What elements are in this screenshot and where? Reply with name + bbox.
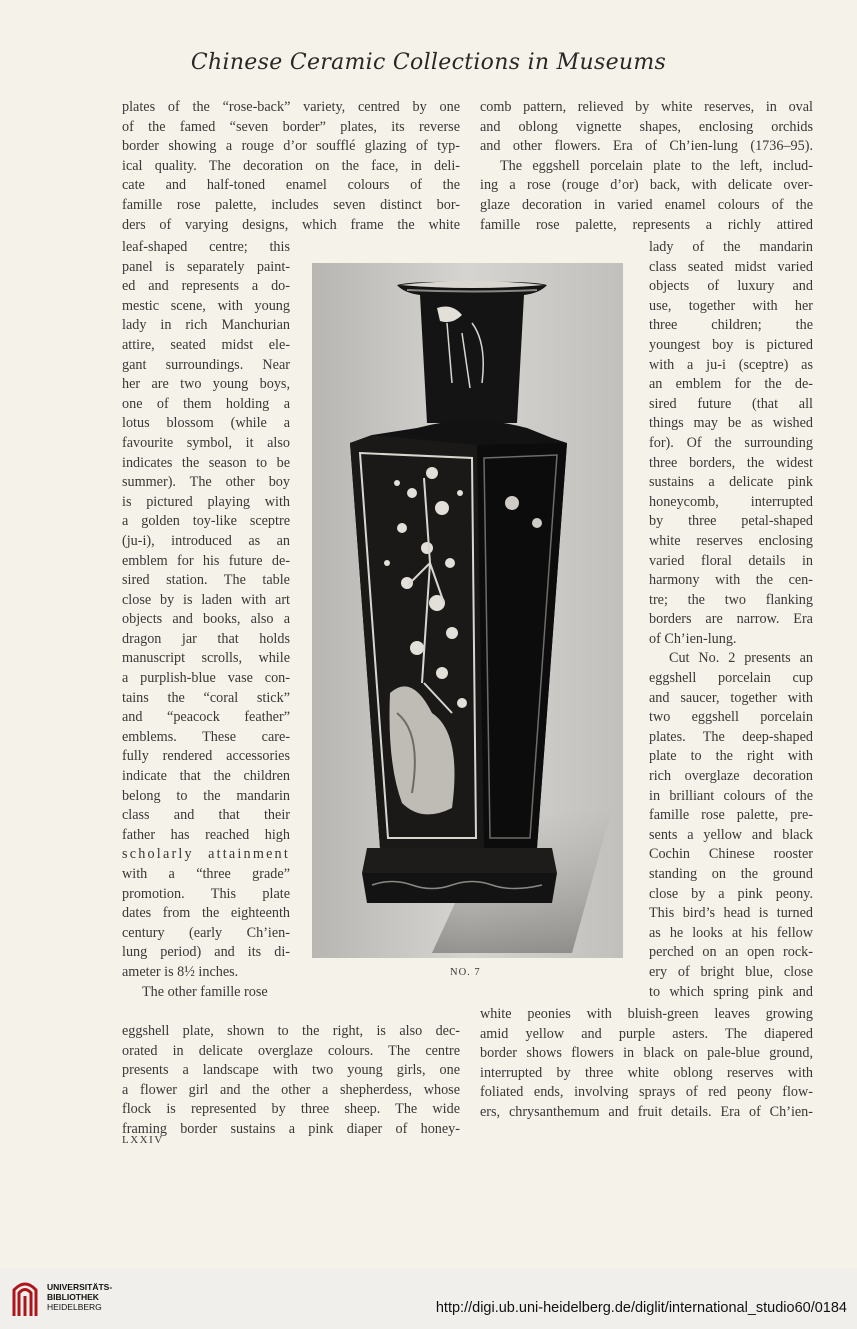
text-line: with a “three grade” [122, 866, 290, 882]
figure-caption: NO. 7 [450, 967, 481, 978]
text-line: century (early Ch’ien- [122, 924, 290, 941]
text-line: lung period) and its di- [122, 944, 290, 961]
text-line: a flower girl and the other a shepherdess, whose [122, 1081, 460, 1098]
text-line: eggshell plate, shown to the right, is also dec- [122, 1023, 460, 1039]
text-line: fully rendered accessories [122, 748, 290, 765]
text-line: dates from the eighteenth [122, 905, 290, 922]
text-line: of Ch’ien-lung. [649, 630, 737, 647]
text-line: favourite symbol, it also [122, 434, 290, 451]
text-line: as he looks at his fellow [649, 924, 813, 941]
text-line: plate to the right with [649, 748, 813, 765]
text-line: indicates the season to be [122, 454, 290, 471]
text-line: three children; the [649, 317, 813, 334]
text-line: sired station. The table [122, 572, 290, 589]
text-line: belong to the mandarin [122, 787, 290, 804]
library-line: BIBLIOTHEK [47, 1292, 99, 1302]
text-line: a golden toy-like sceptre [122, 513, 290, 530]
footer-bar [0, 1268, 857, 1329]
left-column-narrow [122, 238, 290, 1002]
text-line: plates of the “rose-back” variety, centred by one [122, 99, 460, 115]
text-line: for). Of the surrounding [649, 434, 813, 451]
library-logo-icon [10, 1276, 40, 1320]
text-line: This bird’s head is turned [649, 905, 813, 922]
text-line: things may be as wished [649, 415, 813, 432]
text-line: use, together with her [649, 297, 813, 314]
text-line: Cut No. 2 presents an [669, 650, 813, 667]
text-line: eggshell porcelain cup [649, 670, 813, 687]
text-line: ery of bright blue, close [649, 963, 813, 980]
text-line: presents a landscape with two young girls, one [122, 1062, 460, 1079]
text-line: interrupted by three white oblong reserves with [480, 1064, 813, 1081]
text-line: class seated midst varied [649, 258, 813, 275]
library-line: UNIVERSITÄTS- [47, 1282, 113, 1292]
text-line: dragon jar that holds [122, 630, 290, 647]
text-line: attire, seated midst ele- [122, 336, 290, 353]
text-line: of the famed “seven border” plates, its reverse [122, 118, 460, 135]
text-line: The eggshell porcelain plate to the left, includ- [500, 157, 813, 174]
text-line: white peonies with bluish-green leaves growing [480, 1006, 813, 1022]
text-line: standing on the ground [649, 866, 813, 882]
text-line: summer). The other boy [122, 474, 290, 491]
text-line: comb pattern, relieved by white reserves, in oval [480, 99, 813, 115]
text-line: rich overglaze decoration [649, 768, 813, 785]
running-header: Chinese Ceramic Collections in Museums [190, 50, 667, 75]
text-line: and other flowers. Era of Ch’ien-lung (1736–95). [480, 138, 813, 155]
text-line: framing border sustains a pink diaper of honey- [122, 1120, 460, 1137]
text-line: ders of varying designs, which frame the white [122, 216, 460, 233]
text-line: an emblem for the de- [649, 376, 813, 393]
text-line: famille rose palette, pre- [649, 807, 813, 824]
text-line: ing a rose (rouge d’or) back, with delicate over- [480, 177, 813, 194]
right-column-bottom [480, 1005, 813, 1123]
text-line: scholarly attainment [122, 846, 290, 863]
text-line: borders are narrow. Era [649, 611, 813, 628]
text-line: emblems. These care- [122, 728, 290, 745]
text-line: a purplish-blue vase con- [122, 670, 290, 687]
text-line: tains the “coral stick” [122, 689, 290, 706]
text-line: ameter is 8½ inches. [122, 963, 239, 980]
text-line: ers, chrysanthemum and fruit details. Era of Ch’ien- [480, 1103, 813, 1120]
text-line: varied floral details in [649, 552, 813, 569]
text-line: ical quality. The decoration on the face, in deli- [122, 157, 460, 174]
text-line: border showing a rouge d’or soufflé glazing of typ- [122, 138, 460, 155]
text-line: plates. The deep-shaped [649, 728, 813, 745]
text-line: close by is laden with art [122, 591, 290, 608]
text-line: foliated ends, involving sprays of red peony flow- [480, 1084, 813, 1101]
text-line: (ju-i), introduced as an [122, 532, 290, 549]
text-line: three borders, the widest [649, 454, 813, 471]
text-line: honeycomb, interrupted [649, 493, 813, 510]
text-line: Cochin Chinese rooster [649, 846, 813, 863]
text-line: lady of the mandarin [649, 239, 813, 255]
text-line: leaf-shaped centre; this [122, 239, 290, 255]
text-line: famille rose palette, represents a richly attired [480, 216, 813, 233]
text-line: sents a yellow and black [649, 826, 813, 843]
text-line: The other famille rose [142, 983, 268, 1000]
text-line: mestic scene, with young [122, 297, 290, 314]
text-line: border shows flowers in black on pale-blue ground, [480, 1045, 813, 1062]
text-line: with a ju-i (sceptre) as [649, 356, 813, 373]
text-line: manuscript scrolls, while [122, 650, 290, 667]
right-column-narrow [649, 238, 813, 1002]
text-line: gant surroundings. Near [122, 356, 290, 373]
text-line: youngest boy is pictured [649, 336, 813, 353]
text-line: lady in rich Manchurian [122, 317, 290, 334]
text-line: emblem for his future de- [122, 552, 290, 569]
text-line: amid yellow and purple asters. The diapered [480, 1025, 813, 1042]
text-line: class and that their [122, 807, 290, 824]
text-line: glaze decoration in varied enamel colours of the [480, 196, 813, 213]
text-line: objects and books, also a [122, 611, 290, 628]
text-line: tre; the two flanking [649, 591, 813, 608]
text-line: sustains a delicate pink [649, 474, 813, 491]
text-line: ed and represents a do- [122, 278, 290, 295]
text-line: close by a pink peony. [649, 885, 813, 902]
text-line: objects of luxury and [649, 278, 813, 295]
text-line: flock is represented by three sheep. The wide [122, 1101, 460, 1118]
source-url-link[interactable]: http://digi.ub.uni-heidelberg.de/diglit/international_studio60/0184 [435, 1300, 847, 1316]
vase-photograph [312, 263, 623, 958]
text-line: lotus blossom (while a [122, 415, 290, 432]
text-line: orated in delicate overglaze colours. The centre [122, 1042, 460, 1059]
text-line: two eggshell porcelain [649, 709, 813, 726]
text-line: is pictured playing with [122, 493, 290, 510]
page-number: LXXIV [122, 1134, 164, 1146]
left-column-bottom [122, 1022, 460, 1140]
library-name [47, 1282, 112, 1312]
text-line: cate and half-toned enamel colours of the [122, 177, 460, 194]
text-line: father has reached high [122, 826, 290, 843]
text-line: famille rose palette, includes seven distinct bor- [122, 196, 460, 213]
text-line: and oblong vignette shapes, enclosing orchids [480, 118, 813, 135]
right-column-top [480, 98, 813, 235]
text-line: by three petal-shaped [649, 513, 813, 530]
text-line: and “peacock feather” [122, 709, 290, 726]
text-line: to which spring pink and [649, 983, 813, 1000]
text-line: harmony with the cen- [649, 572, 813, 589]
text-line: perched on an open rock- [649, 944, 813, 961]
text-line: in brilliant colours of the [649, 787, 813, 804]
text-line: and saucer, together with [649, 689, 813, 706]
library-line: HEIDELBERG [47, 1302, 102, 1312]
text-line: white reserves enclosing [649, 532, 813, 549]
text-line: indicate that the children [122, 768, 290, 785]
text-line: panel is separately paint- [122, 258, 290, 275]
text-line: sired future (that all [649, 395, 813, 412]
text-line: promotion. This plate [122, 885, 290, 902]
text-line: her are two young boys, [122, 376, 290, 393]
left-column-top [122, 98, 460, 235]
text-line: one of them holding a [122, 395, 290, 412]
